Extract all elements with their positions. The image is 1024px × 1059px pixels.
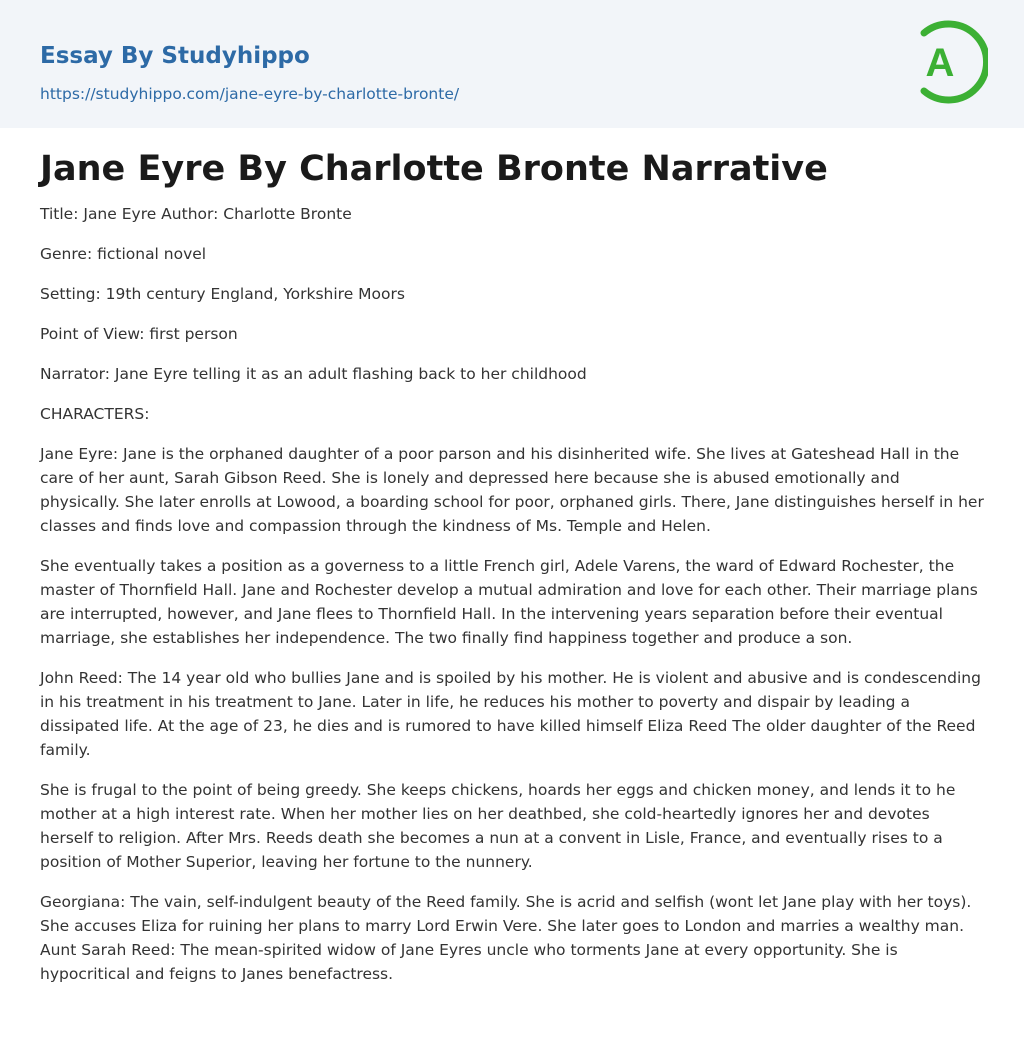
article-title: Jane Eyre By Charlotte Bronte Narrative <box>40 149 828 189</box>
paragraph-eliza-reed: She is frugal to the point of being greedy. She keeps chickens, hoards her eggs and chicken money, and lends it to he mother at a high interest rate. When her mother lies on her deathbed, she cold-heartedly ignores her and devotes herself to religion. After Mrs. Reeds death she becomes a nun at a convent in Lisle, France, and eventually rises to a position of Mother Superior, leaving her fortune to the nunnery. <box>40 781 956 871</box>
paragraph-setting: Setting: 19th century England, Yorkshire Moors <box>40 285 405 303</box>
paragraph-characters-heading: CHARACTERS: <box>40 405 150 423</box>
paragraph-governess: She eventually takes a position as a governess to a little French girl, Adele Varens, the ward of Edward Rochester, the master of Thornfield Hall. Jane and Rochester develop a mutual admiration and love for each other. Their marriage plans are interrupted, however, and Jane flees to Thornfield Hall. In the intervening years separation before their eventual marriage, she establishes her independence. The two finally find happiness together and produce a son. <box>40 557 978 647</box>
source-url-link[interactable]: https://studyhippo.com/jane-eyre-by-charlotte-bronte/ <box>40 85 460 103</box>
paragraph-genre: Genre: fictional novel <box>40 245 207 263</box>
logo-letter: A <box>925 41 955 85</box>
site-brand[interactable]: Essay By Studyhippo <box>40 43 310 69</box>
paragraph-point-of-view: Point of View: first person <box>40 325 238 343</box>
paragraph-john-reed: John Reed: The 14 year old who bullies Jane and is spoiled by his mother. He is violent and abusive and is condescending in his treatment in his treatment to Jane. Later in life, he reduces his mother to poverty and dispair by leading a dissipated life. At the age of 23, he dies and is rumored to have killed himself Eliza Reed The older daughter of the Reed family. <box>40 669 981 759</box>
article-content <box>0 128 1024 986</box>
site-header <box>0 0 1024 128</box>
studyhippo-logo-icon[interactable] <box>910 18 988 106</box>
paragraph-georgiana: Georgiana: The vain, self-indulgent beauty of the Reed family. She is acrid and selfish (wont let Jane play with her toys). She accuses Eliza for ruining her plans to marry Lord Erwin Vere. She later goes to London and marries a wealthy man. Aunt Sarah Reed: The mean-spirited widow of Jane Eyres uncle who torments Jane at every opportunity. She is hypocritical and feigns to Janes benefactress. <box>40 893 972 983</box>
paragraph-jane-eyre: Jane Eyre: Jane is the orphaned daughter of a poor parson and his disinherited wife. She lives at Gateshead Hall in the care of her aunt, Sarah Gibson Reed. She is lonely and depressed here because she is abused emotionally and physically. She later enrolls at Lowood, a boarding school for poor, orphaned girls. There, Jane distinguishes herself in her classes and finds love and compassion through the kindness of Ms. Temple and Helen. <box>40 445 984 535</box>
paragraph-narrator: Narrator: Jane Eyre telling it as an adult flashing back to her childhood <box>40 365 587 383</box>
paragraph-title-author: Title: Jane Eyre Author: Charlotte Bronte <box>40 205 352 223</box>
